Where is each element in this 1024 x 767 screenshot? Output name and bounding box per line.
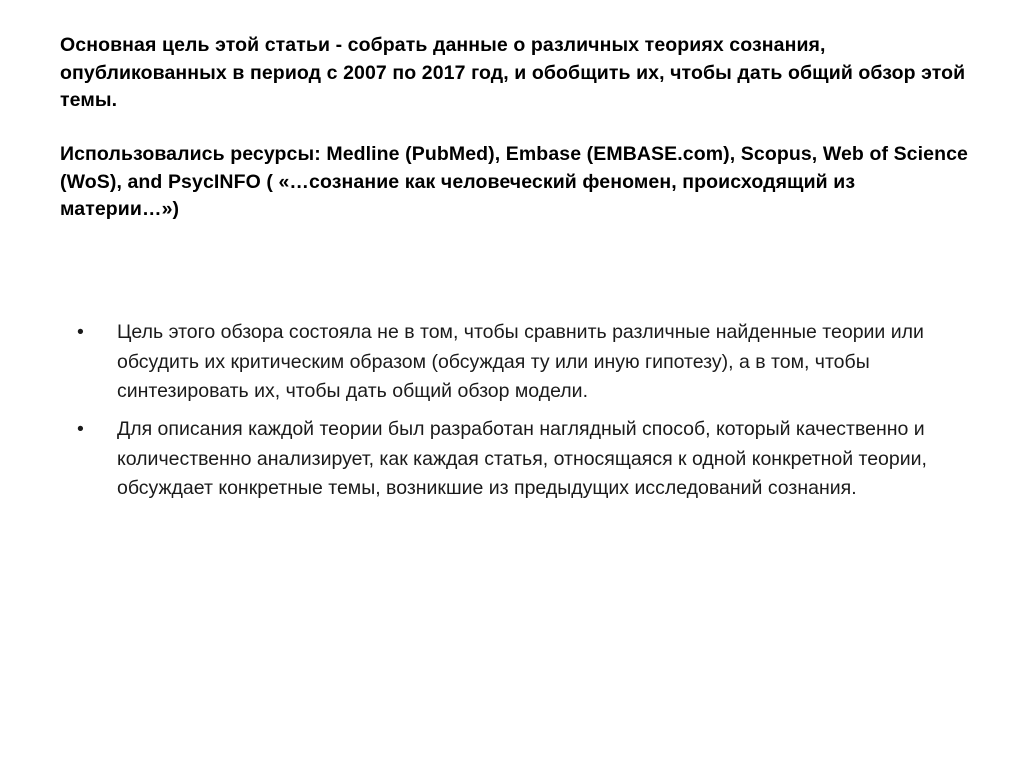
list-item-text: Для описания каждой теории был разработан наглядный способ, который качественно и количественно анализирует, как каждая статья, относящаяся к одной конкретной теории, обсуждает конкретные темы, возникшие из предыдущих исследований сознания. [117, 417, 927, 500]
list-item [60, 318, 965, 407]
list-item-text: Цель этого обзора состояла не в том, чтобы сравнить различные найденные теории или обсудить их критическим образом (обсуждая ту или иную гипотезу), а в том, чтобы синтезировать их, чтобы дать общий обзор модели. [117, 321, 924, 403]
header-paragraph-1: Основная цель этой статьи - собрать данные о различных теориях сознания, опубликованных в период с 2007 по 2017 год, и обобщить их, чтобы дать общий обзор этой темы. [60, 34, 966, 112]
body-text-block [60, 318, 965, 504]
list-item [60, 415, 965, 504]
bullet-marker-icon: • [77, 417, 84, 440]
header-text-block [60, 32, 970, 224]
bullet-marker-icon: • [77, 321, 84, 343]
header-paragraph-2: Использовались ресурсы: Medline (PubMed), Embase (EMBASE.com), Scopus, Web of Science (WoS), and PsycINFO ( «…сознание как человеческий феномен, происходящий из материи…») [60, 143, 968, 221]
bullet-list [60, 318, 965, 504]
